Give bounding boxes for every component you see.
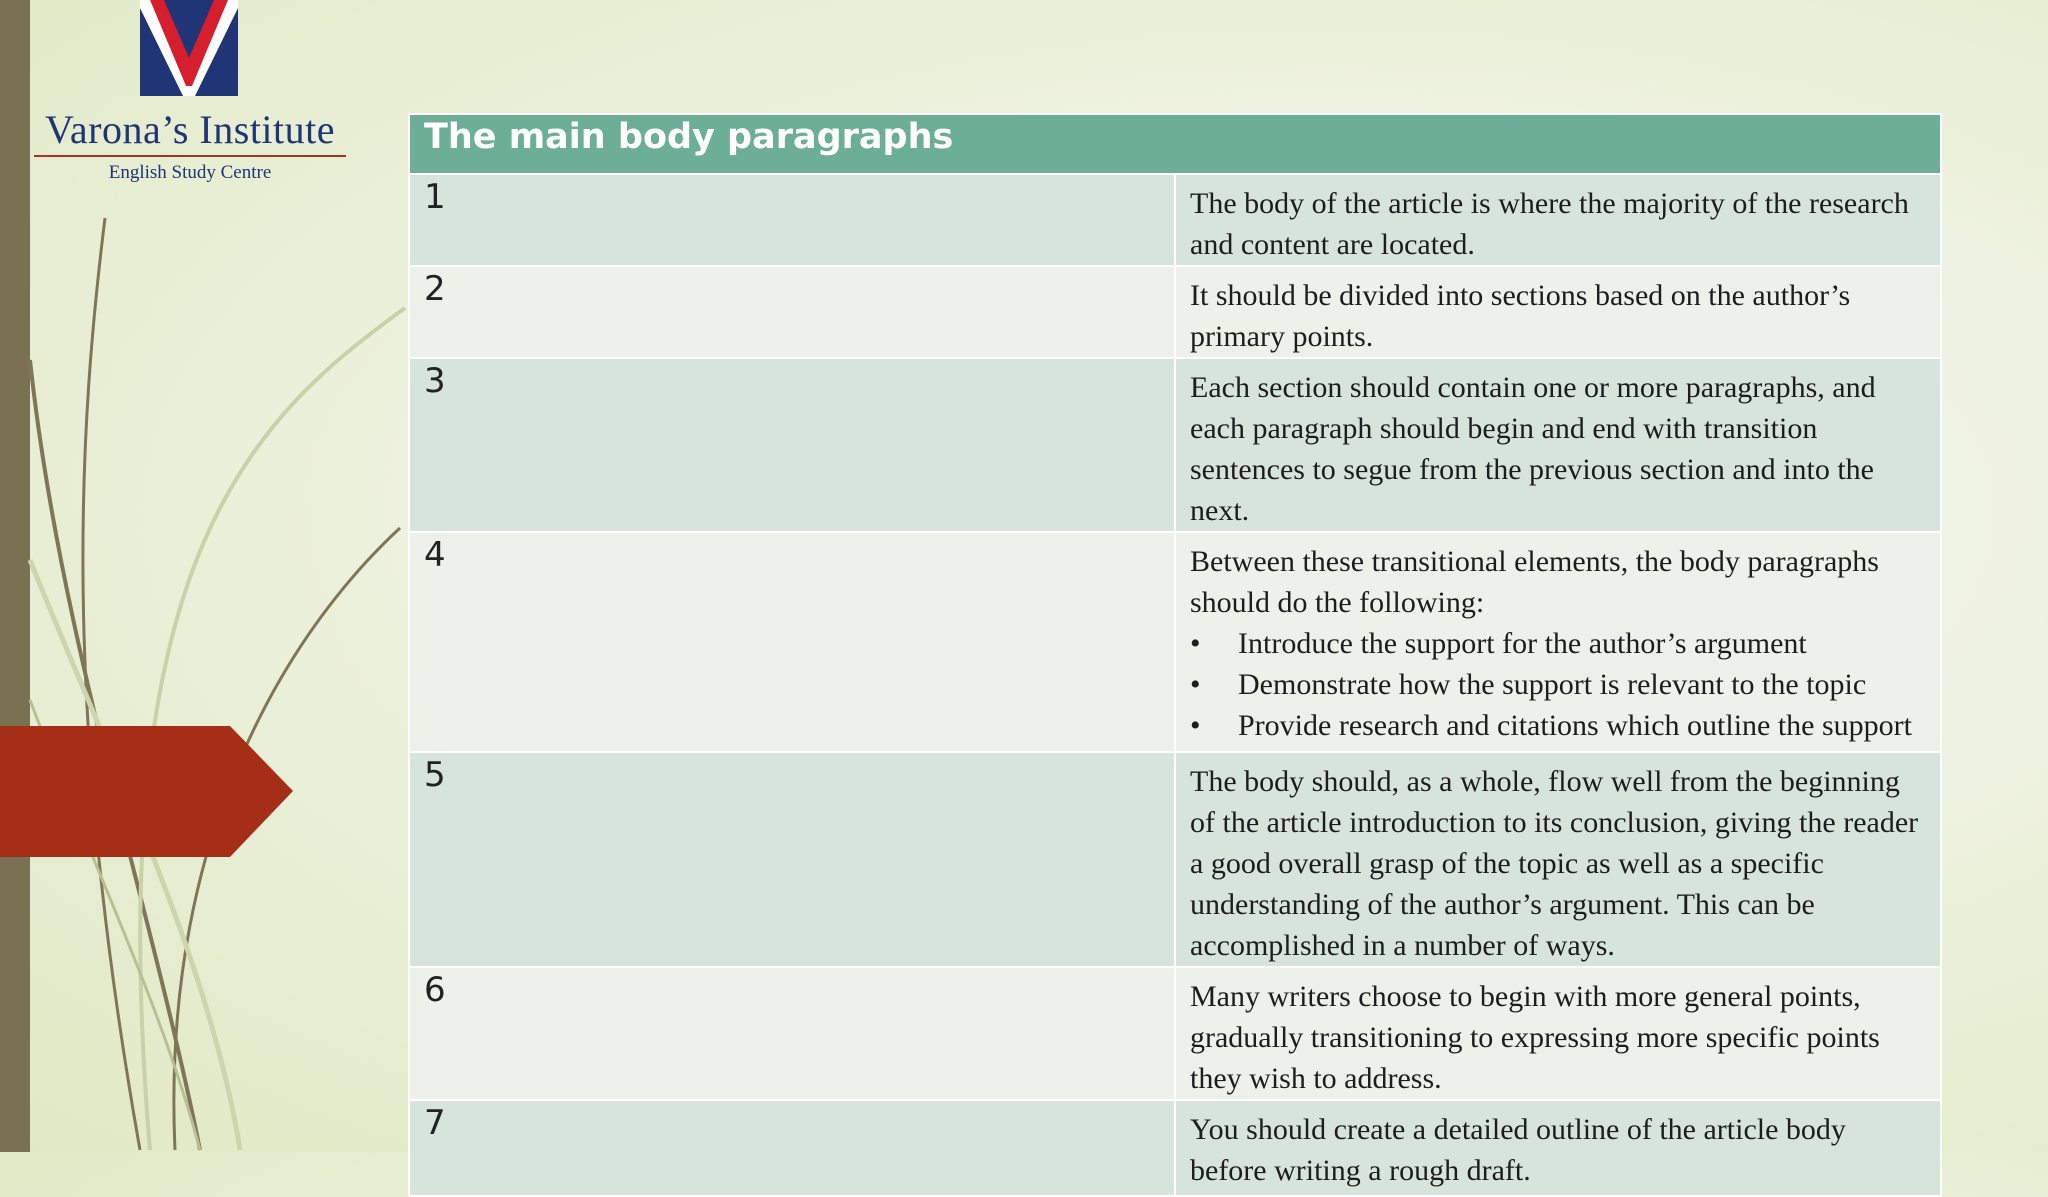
logo-divider (34, 155, 346, 157)
institute-logo (30, 0, 350, 190)
red-arrow-tag (0, 726, 293, 857)
row-number: 7 (409, 1100, 1175, 1196)
row-text: You should create a detailed outline of the article body before writing a rough draft. (1175, 1100, 1941, 1196)
table-row (409, 266, 1941, 358)
content-table (408, 113, 1942, 1197)
table-row (409, 967, 1941, 1100)
logo-title: Varona’s Institute (44, 107, 336, 152)
row-number: 2 (409, 266, 1175, 358)
bullet-item: • Provide research and citations which outline the support (1190, 705, 1924, 746)
bullet-item: • Introduce the support for the author’s argument (1190, 623, 1924, 664)
row-text-with-bullets (1175, 532, 1941, 752)
logo-subtitle: English Study Centre (108, 162, 272, 183)
table-row (409, 358, 1941, 532)
row-number: 5 (409, 752, 1175, 967)
row-text: The body of the article is where the majority of the research and content are located. (1175, 174, 1941, 266)
table-row (409, 752, 1941, 967)
table-row (409, 532, 1941, 752)
table-title: The main body paragraphs (409, 114, 1941, 174)
row-text: The body should, as a whole, flow well from the beginning of the article introduction to its conclusion, giving the reader a good overall grasp of the topic as well as a specific understanding of the author’s argument. This can be accomplished in a number of ways. (1175, 752, 1941, 967)
bullet-list (1190, 623, 1924, 746)
bullet-item: • Demonstrate how the support is relevant to the topic (1190, 664, 1924, 705)
logo-emblem-icon (140, 0, 238, 96)
row-text: Each section should contain one or more paragraphs, and each paragraph should begin and end with transition sentences to segue from the previous section and into the next. (1175, 358, 1941, 532)
row-text: It should be divided into sections based on the author’s primary points. (1175, 266, 1941, 358)
row-number: 1 (409, 174, 1175, 266)
row-number: 3 (409, 358, 1175, 532)
row-intro-text: Between these transitional elements, the body paragraphs should do the following: (1190, 545, 1879, 619)
row-number: 6 (409, 967, 1175, 1100)
table-header-row (409, 114, 1941, 174)
row-number: 4 (409, 532, 1175, 752)
row-text: Many writers choose to begin with more general points, gradually transitioning to expressing more specific points they wish to address. (1175, 967, 1941, 1100)
table-row (409, 174, 1941, 266)
table-row (409, 1100, 1941, 1196)
